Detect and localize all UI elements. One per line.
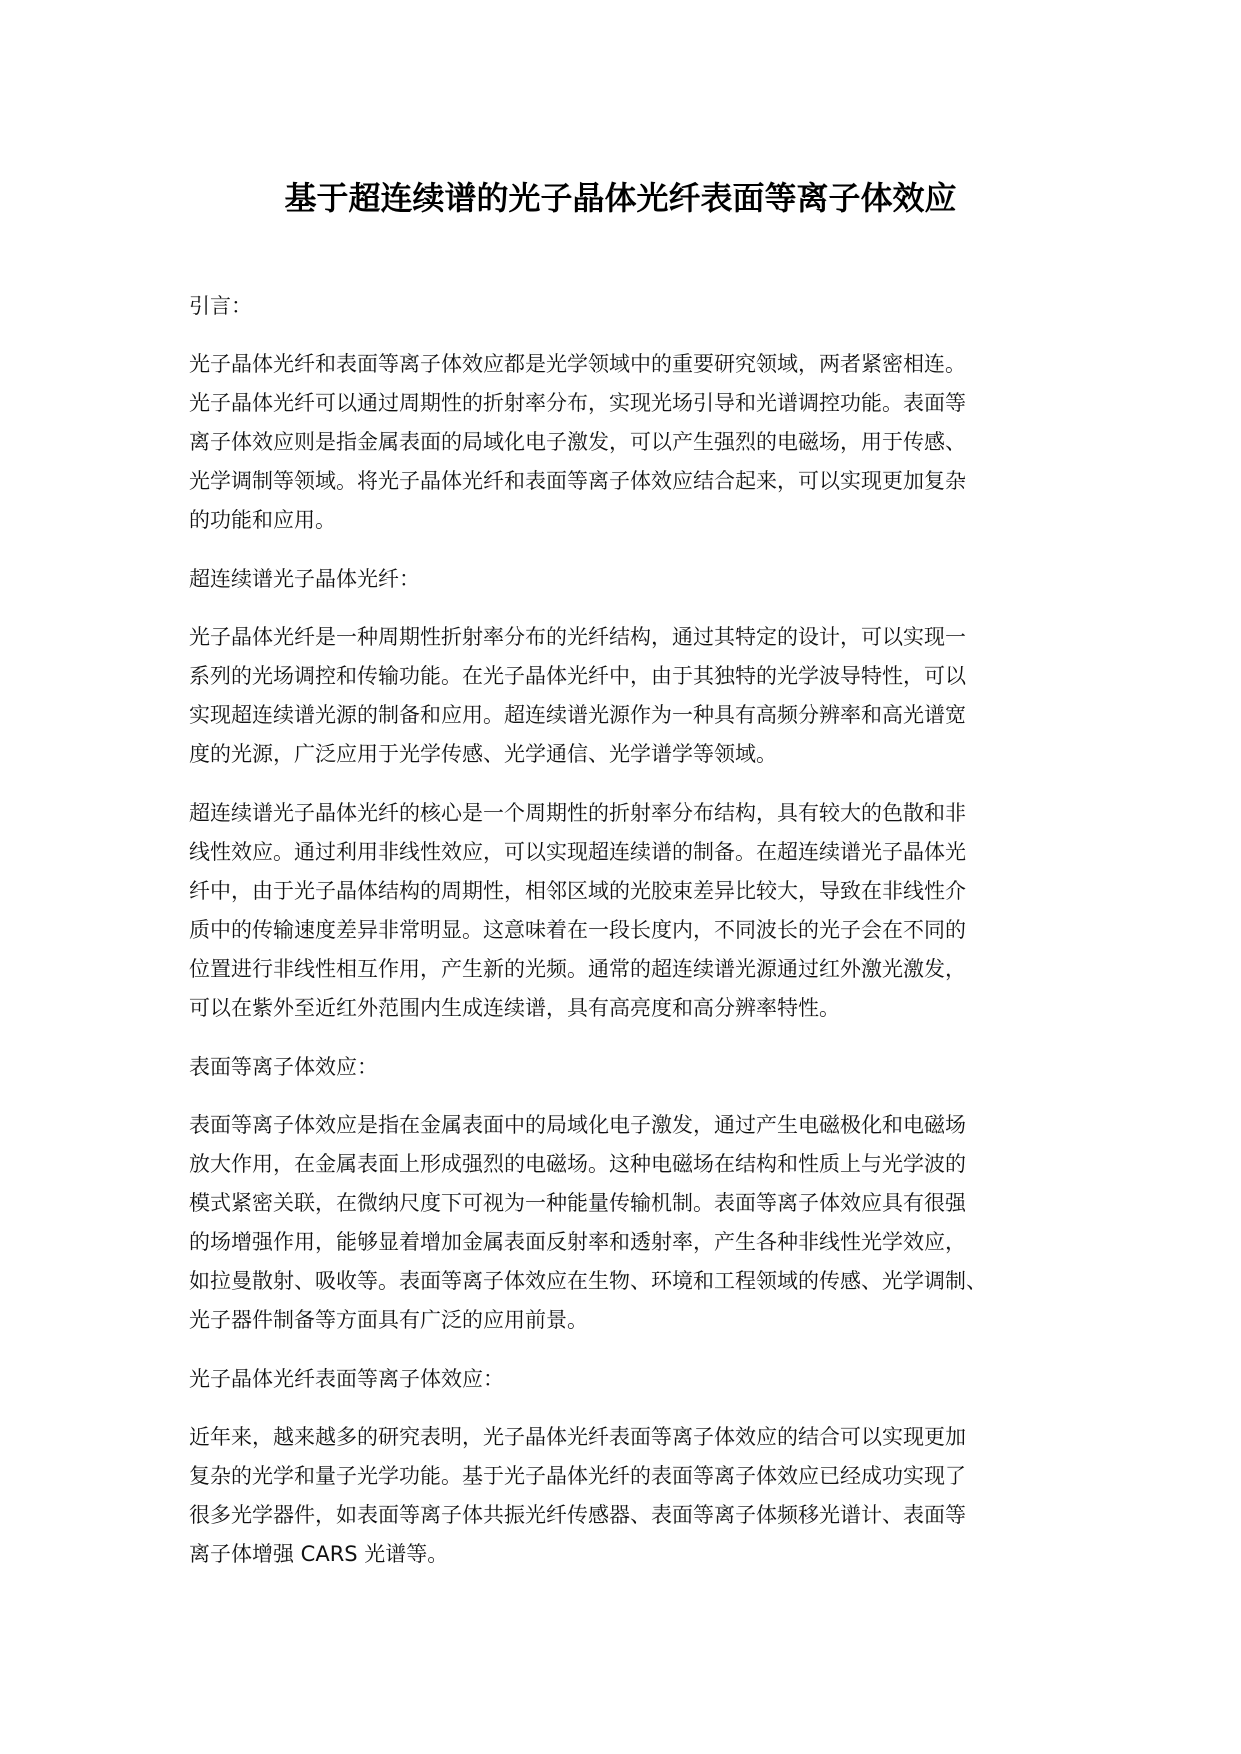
- text-line: 模式紧密关联，在微纳尺度下可视为一种能量传输机制。表面等离子体效应具有很强: [189, 1191, 966, 1215]
- section-heading-pcf-surface-plasmon: 光子晶体光纤表面等离子体效应：: [189, 1367, 504, 1391]
- text-line: 的场增强作用，能够显着增加金属表面反射率和透射率，产生各种非线性光学效应，: [189, 1230, 966, 1254]
- paragraph-pcf-overview: [189, 618, 1069, 774]
- paragraph-pcf-core: [189, 794, 1069, 1028]
- text-line: 光子器件制备等方面具有广泛的应用前景。: [189, 1308, 588, 1332]
- text-line: 很多光学器件，如表面等离子体共振光纤传感器、表面等离子体频移光谱计、表面等: [189, 1503, 966, 1527]
- text-line: 如拉曼散射、吸收等。表面等离子体效应在生物、环境和工程领域的传感、光学调制、: [189, 1269, 987, 1293]
- document-title: 基于超连续谱的光子晶体光纤表面等离子体效应: [284, 179, 957, 217]
- text-line: 光子晶体光纤可以通过周期性的折射率分布，实现光场引导和光谱调控功能。表面等: [189, 391, 966, 415]
- text-line: 纤中，由于光子晶体结构的周期性，相邻区域的光胶束差异比较大，导致在非线性介: [189, 879, 966, 903]
- text-line: 复杂的光学和量子光学功能。基于光子晶体光纤的表面等离子体效应已经成功实现了: [189, 1464, 966, 1488]
- text-line: 超连续谱光子晶体光纤的核心是一个周期性的折射率分布结构，具有较大的色散和非: [189, 801, 966, 825]
- text-line: 光子晶体光纤是一种周期性折射率分布的光纤结构，通过其特定的设计，可以实现一: [189, 625, 966, 649]
- text-line: 系列的光场调控和传输功能。在光子晶体光纤中，由于其独特的光学波导特性，可以: [189, 664, 966, 688]
- paragraph-pcf-surface-plasmon: [189, 1418, 1069, 1574]
- document-body: [189, 287, 1069, 1594]
- text-line: 可以在紫外至近红外范围内生成连续谱，具有高亮度和高分辨率特性。: [189, 996, 840, 1020]
- text-line: 放大作用，在金属表面上形成强烈的电磁场。这种电磁场在结构和性质上与光学波的: [189, 1152, 966, 1176]
- text-line: 近年来，越来越多的研究表明，光子晶体光纤表面等离子体效应的结合可以实现更加: [189, 1425, 966, 1449]
- text-line: 离子体增强 CARS 光谱等。: [189, 1542, 449, 1566]
- paragraph-surface-plasmon: [189, 1106, 1069, 1340]
- text-line: 离子体效应则是指金属表面的局域化电子激发，可以产生强烈的电磁场，用于传感、: [189, 430, 966, 454]
- text-line: 质中的传输速度差异非常明显。这意味着在一段长度内，不同波长的光子会在不同的: [189, 918, 966, 942]
- text-line: 的功能和应用。: [189, 508, 336, 532]
- section-heading-supercontinuum-pcf: 超连续谱光子晶体光纤：: [189, 567, 420, 591]
- text-line: 实现超连续谱光源的制备和应用。超连续谱光源作为一种具有高频分辨率和高光谱宽: [189, 703, 966, 727]
- section-heading-intro: 引言：: [189, 294, 252, 318]
- paragraph-intro: [189, 345, 1069, 540]
- text-line: 光子晶体光纤和表面等离子体效应都是光学领域中的重要研究领域，两者紧密相连。: [189, 352, 966, 376]
- text-line: 位置进行非线性相互作用，产生新的光频。通常的超连续谱光源通过红外激光激发，: [189, 957, 966, 981]
- text-line: 光学调制等领域。将光子晶体光纤和表面等离子体效应结合起来，可以实现更加复杂: [189, 469, 966, 493]
- text-line: 度的光源，广泛应用于光学传感、光学通信、光学谱学等领域。: [189, 742, 777, 766]
- text-line: 线性效应。通过利用非线性效应，可以实现超连续谱的制备。在超连续谱光子晶体光: [189, 840, 966, 864]
- section-heading-surface-plasmon: 表面等离子体效应：: [189, 1055, 378, 1079]
- text-line: 表面等离子体效应是指在金属表面中的局域化电子激发，通过产生电磁极化和电磁场: [189, 1113, 966, 1137]
